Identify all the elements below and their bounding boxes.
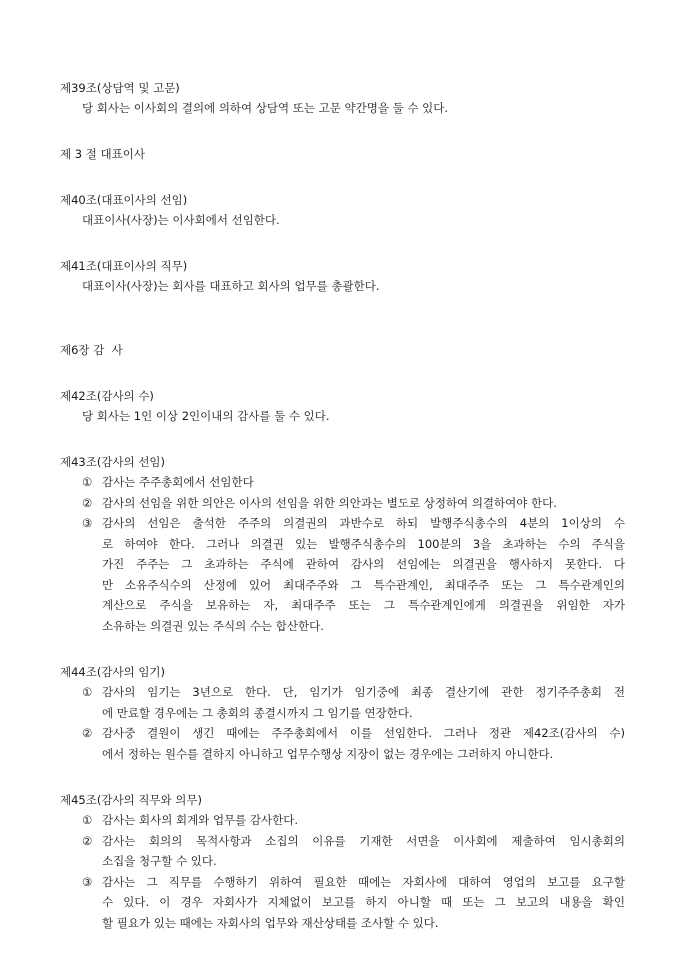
article-44-items [60, 682, 625, 764]
item-number: ① [82, 813, 93, 827]
section-3-title: 제 3 절 대표이사 [60, 147, 145, 161]
article-39-title: 제39조(상담역 및 고문) [60, 81, 180, 95]
article-45-item [60, 810, 625, 831]
item-line: 감사의 임기는 3년으로 한다. 단, 임기가 임기중에 최종 결산기에 관한 정기주주총회 전 [102, 685, 625, 699]
item-line: 소집을 청구할 수 있다. [102, 854, 217, 868]
article-44-item [60, 682, 625, 723]
item-line: 수 있다. 이 경우 자회사가 지체없이 보고를 하지 아니할 때 또는 그 보고의 내용을 확인 [102, 895, 625, 909]
item-number: ② [82, 726, 93, 740]
article-39-body: 당 회사는 이사회의 결의에 의하여 상담역 또는 고문 약간명을 둘 수 있다. [82, 101, 449, 115]
article-41-title: 제41조(대표이사의 직무) [60, 259, 188, 273]
document-page [60, 78, 625, 933]
item-number: ③ [82, 874, 93, 889]
article-44-title: 제44조(감사의 임기) [60, 665, 166, 679]
article-40-title: 제40조(대표이사의 선임) [60, 193, 188, 207]
item-line: 에서 정하는 원수를 결하지 아니하고 업무수행상 지장이 없는 경우에는 그러하지 아니한다. [102, 746, 554, 761]
article-45-items [60, 810, 625, 933]
item-line: 만 소유주식수의 산정에 있어 최대주주와 그 특수관계인, 최대주주 또는 그 특수관계인의 [102, 577, 625, 592]
item-number: ① [82, 475, 93, 489]
item-line: 로 하여야 한다. 그러나 의결권 있는 발행주식총수의 100분의 3을 초과하는 수의 주식을 [102, 536, 625, 551]
article-43-item [60, 513, 625, 636]
item-line: 가진 주주는 그 초과하는 주식에 관하여 감사의 선임에는 의결권을 행사하지 못한다. 다 [102, 557, 625, 571]
item-line: 할 필요가 있는 때에는 자회사의 업무와 재산상태를 조사할 수 있다. [102, 915, 439, 930]
item-line: 감사의 선임을 위한 의안은 이사의 선임을 위한 의안과는 별도로 상정하여 의결하여야 한다. [102, 495, 557, 510]
article-45-item [60, 872, 625, 934]
article-43-item [60, 472, 625, 493]
item-line: 소유하는 의결권 있는 주식의 수는 합산한다. [102, 618, 324, 633]
article-43-items [60, 472, 625, 636]
chapter-6-title: 제6장 감 사 [60, 343, 123, 357]
article-42-body: 당 회사는 1인 이상 2인이내의 감사를 둘 수 있다. [82, 409, 330, 423]
item-number: ③ [82, 516, 93, 530]
item-number: ① [82, 685, 93, 699]
item-line: 감사는 주주총회에서 선임한다 [102, 475, 254, 489]
item-line: 감사는 회의의 목적사항과 소집의 이유를 기재한 서면을 이사회에 제출하여 임시총회의 [102, 833, 625, 848]
article-43-title: 제43조(감사의 선임) [60, 455, 166, 469]
item-line: 감사는 회사의 회계와 업무를 감사한다. [102, 813, 299, 827]
article-45-item [60, 831, 625, 872]
article-40-body: 대표이사(사장)는 이사회에서 선임한다. [82, 213, 280, 227]
item-line: 에 만료할 경우에는 그 총회의 종결시까지 그 임기를 연장한다. [102, 705, 413, 720]
item-line: 계산으로 주식을 보유하는 자, 최대주주 또는 그 특수관계인에게 의결권을 위임한 자가 [102, 598, 625, 612]
article-44-item [60, 723, 625, 764]
item-line: 감사중 결원이 생긴 때에는 주주총회에서 이를 선임한다. 그러나 정관 제42조(감사의 수) [102, 726, 625, 740]
article-43-item [60, 493, 625, 514]
article-42-title: 제42조(감사의 수) [60, 389, 154, 403]
article-41-body: 대표이사(사장)는 회사를 대표하고 회사의 업무를 총괄한다. [82, 279, 380, 293]
article-45-title: 제45조(감사의 직무와 의무) [60, 793, 203, 807]
item-number: ② [82, 833, 93, 848]
item-line: 감사는 그 직무를 수행하기 위하여 필요한 때에는 자회사에 대하여 영업의 보고를 요구할 [102, 874, 625, 889]
item-number: ② [82, 495, 93, 510]
item-line: 감사의 선임은 출석한 주주의 의결권의 과반수로 하되 발행주식총수의 4분의 1이상의 수 [102, 516, 625, 530]
